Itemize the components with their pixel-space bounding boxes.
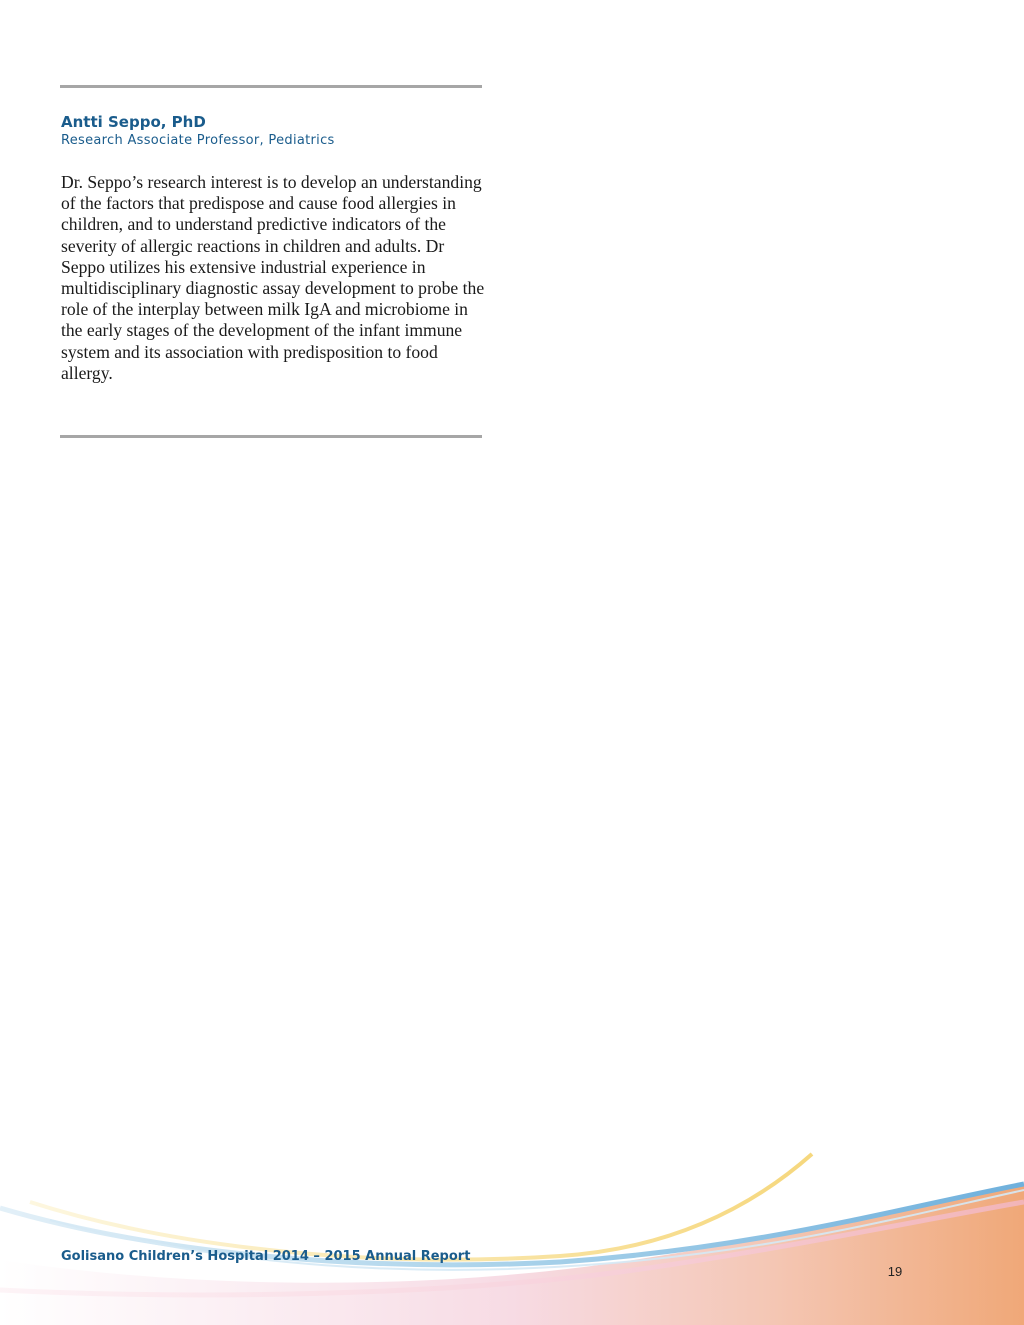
bottom-divider — [60, 435, 482, 438]
faculty-name: Antti Seppo, PhD — [61, 113, 206, 131]
faculty-profile — [61, 112, 491, 384]
report-title: Golisano Children’s Hospital 2014 – 2015 Annual Report — [61, 1249, 471, 1264]
faculty-bio: Dr. Seppo’s research interest is to develop an understanding of the factors that predispose and cause food allergies in children, and to understand predictive indicators of the severity of allergic reactions in children and adults. Dr Seppo utilizes his extensive industrial experience in multidisciplinary diagnostic assay development to probe the role of the interplay between milk IgA and microbiome in the early stages of the development of the infant immune system and its association with predisposition to food allergy. — [61, 172, 485, 383]
page-number: 19 — [887, 1264, 903, 1279]
faculty-title: Research Associate Professor, Pediatrics — [61, 133, 335, 148]
decorative-wave-graphic — [0, 1140, 1024, 1325]
top-divider — [60, 85, 482, 88]
